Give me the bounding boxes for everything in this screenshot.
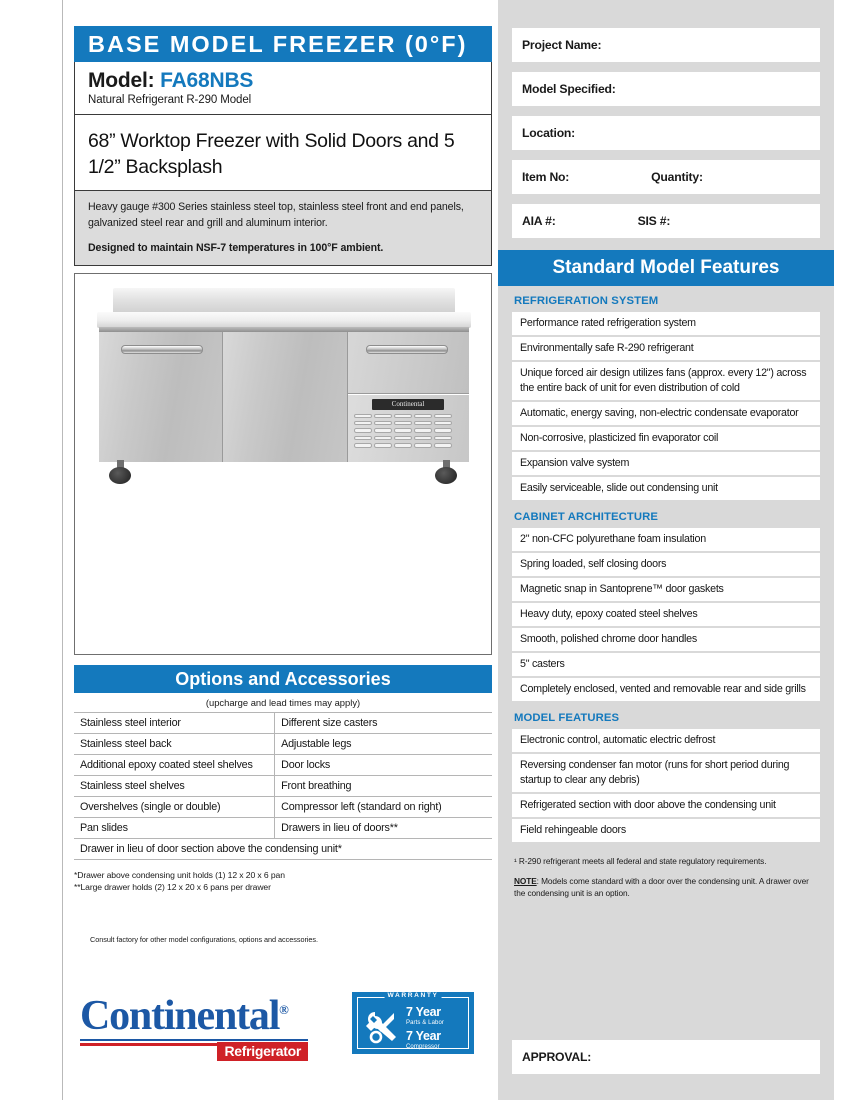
- registered-mark: ®: [279, 1002, 288, 1017]
- refrigerant-footnote: ¹ R-290 refrigerant meets all federal and state regulatory requirements.: [514, 855, 767, 866]
- louver-vents: [354, 414, 464, 458]
- field-label: AIA #:: [522, 214, 556, 228]
- feature-item: Unique forced air design utilizes fans (approx. every 12") across the entire back of unit for even distribution of cold: [512, 362, 820, 400]
- option-right: Front breathing: [275, 775, 492, 796]
- continental-logo: [80, 988, 320, 1059]
- option-left: Pan slides: [74, 817, 275, 838]
- logo-wordmark: [80, 988, 320, 1038]
- feature-item: Automatic, energy saving, non-electric condensate evaporator: [512, 402, 820, 425]
- construction-note-box: [74, 191, 492, 265]
- model-subtitle: Natural Refrigerant R-290 Model: [88, 94, 252, 106]
- option-left: Stainless steel back: [74, 733, 275, 754]
- logo-text: Continental: [80, 993, 280, 1039]
- product-title: 68” Worktop Freezer with Solid Doors and 5 1/2” Backsplash: [88, 130, 455, 178]
- feature-item: Field rehingeable doors: [512, 819, 820, 842]
- feature-item: Spring loaded, self closing doors: [512, 553, 820, 576]
- warranty-title: WARRANTY: [385, 992, 442, 999]
- field-model-specified[interactable]: [512, 72, 820, 106]
- feature-item: Easily serviceable, slide out condensing unit: [512, 477, 820, 500]
- field-label: Item No:: [522, 170, 570, 184]
- door-left: [99, 332, 223, 462]
- warranty-badge: [352, 992, 474, 1054]
- warranty-text: [406, 1006, 444, 1051]
- option-right: Drawers in lieu of doors**: [275, 817, 492, 838]
- options-table-body: [74, 712, 492, 859]
- feature-item: Magnetic snap in Santoprene™ door gaskets: [512, 578, 820, 601]
- option-right: Adjustable legs: [275, 733, 492, 754]
- table-row: [74, 733, 492, 754]
- option-left: Stainless steel shelves: [74, 775, 275, 796]
- wrench-screwdriver-icon: [364, 1010, 404, 1044]
- section-heading-refrigeration: REFRIGERATION SYSTEM: [514, 295, 659, 307]
- table-row: [74, 817, 492, 838]
- door-handle-left: [121, 345, 203, 354]
- feature-item: 5" casters: [512, 653, 820, 676]
- section-heading-cabinet: CABINET ARCHITECTURE: [514, 510, 659, 523]
- field-label: Project Name:: [522, 38, 602, 52]
- table-row: [74, 754, 492, 775]
- backsplash: [113, 288, 455, 314]
- brand-badge: Continental: [372, 399, 444, 410]
- left-margin-rule: [62, 0, 63, 1100]
- warranty-years-compressor: 7 Year: [406, 1029, 441, 1043]
- freezer-illustration: [97, 288, 471, 516]
- options-header: Options and Accessories: [74, 665, 492, 693]
- field-project-name[interactable]: [512, 28, 820, 62]
- feature-item: 2" non-CFC polyurethane foam insulation: [512, 528, 820, 551]
- product-description-box: [74, 115, 492, 191]
- model-box: [74, 62, 492, 115]
- worktop-surface: [97, 312, 471, 328]
- feature-item: Performance rated refrigeration system: [512, 312, 820, 335]
- feature-item: Refrigerated section with door above the condensing unit: [512, 794, 820, 817]
- temperature-note: Designed to maintain NSF-7 temperatures in 100°F ambient.: [88, 241, 384, 254]
- feature-item: Completely enclosed, vented and removable rear and side grills: [512, 678, 820, 701]
- feature-item: Smooth, polished chrome door handles: [512, 628, 820, 651]
- drawer-front: [348, 332, 469, 394]
- model-label: Model:: [88, 69, 155, 92]
- feature-item: Environmentally safe R-290 refrigerant: [512, 337, 820, 360]
- field-aia-sis[interactable]: [512, 204, 820, 238]
- section-heading-model-features: MODEL FEATURES: [514, 711, 620, 724]
- options-footnote-2: **Large drawer holds (2) 12 x 20 x 6 pans per drawer: [74, 882, 271, 893]
- page-title: BASE MODEL FREEZER (0°F): [74, 26, 492, 62]
- standard-features-header: Standard Model Features: [498, 250, 834, 286]
- branding-row: [74, 988, 492, 1058]
- option-left: Stainless steel interior: [74, 712, 275, 733]
- logo-subbrand: Refrigerator: [217, 1042, 308, 1061]
- option-left: Overshelves (single or double): [74, 796, 275, 817]
- option-left: Additional epoxy coated steel shelves: [74, 754, 275, 775]
- option-full-row: Drawer in lieu of door section above the condensing unit*: [74, 838, 492, 859]
- option-right: Door locks: [275, 754, 492, 775]
- field-label-secondary: SIS #:: [637, 214, 671, 228]
- feature-item: Non-corrosive, plasticized fin evaporator coil: [512, 427, 820, 450]
- drawer-column: [348, 332, 469, 462]
- field-label: Model Specified:: [522, 82, 616, 96]
- options-footnotes: [74, 869, 492, 894]
- construction-note: Heavy gauge #300 Series stainless steel top, stainless steel front and end panels, galvanized steel rear and grill and aluminum interior.: [88, 201, 464, 229]
- field-label-secondary: Quantity:: [651, 170, 703, 184]
- product-image-frame: [74, 273, 492, 655]
- warranty-label-compressor: Compressor: [406, 1044, 440, 1050]
- models-note: [514, 875, 818, 899]
- feature-item: Heavy duty, epoxy coated steel shelves: [512, 603, 820, 626]
- table-row: [74, 712, 492, 733]
- door-center: [223, 332, 348, 462]
- right-column: [498, 0, 834, 1100]
- model-number: FA68NBS: [160, 69, 254, 92]
- field-location[interactable]: [512, 116, 820, 150]
- table-row: [74, 775, 492, 796]
- note-label: NOTE: [514, 875, 537, 886]
- drawer-handle: [366, 345, 448, 354]
- model-line: [88, 69, 478, 93]
- option-right: Different size casters: [275, 712, 492, 733]
- approval-field[interactable]: [512, 1040, 820, 1074]
- note-text: : Models come standard with a door over the condensing unit. A drawer over the condensing unit is an option.: [514, 875, 809, 898]
- consult-factory-note: Consult factory for other model configurations, options and accessories.: [90, 935, 318, 945]
- feature-item: Reversing condenser fan motor (runs for short period during startup to clear any debris): [512, 754, 820, 792]
- table-row: [74, 796, 492, 817]
- cabinet-body: [99, 332, 469, 462]
- approval-label: APPROVAL:: [522, 1050, 592, 1064]
- left-column: [74, 26, 492, 944]
- options-footnote-1: *Drawer above condensing unit holds (1) 12 x 20 x 6 pan: [74, 869, 285, 880]
- warranty-years-parts: 7 Year: [406, 1005, 441, 1019]
- option-right: Compressor left (standard on right): [275, 796, 492, 817]
- feature-item: Electronic control, automatic electric defrost: [512, 729, 820, 752]
- warranty-label-parts: Parts & Labor: [406, 1020, 444, 1026]
- right-column-notes: [498, 844, 834, 899]
- caster-right: [435, 460, 457, 484]
- field-label: Location:: [522, 126, 576, 140]
- options-table: [74, 712, 492, 860]
- caster-left: [109, 460, 131, 484]
- table-row-full: [74, 838, 492, 859]
- condensing-unit-grill: [348, 395, 469, 462]
- field-item-no-quantity[interactable]: [512, 160, 820, 194]
- options-subtitle: (upcharge and lead times may apply): [205, 696, 361, 708]
- feature-item: Expansion valve system: [512, 452, 820, 475]
